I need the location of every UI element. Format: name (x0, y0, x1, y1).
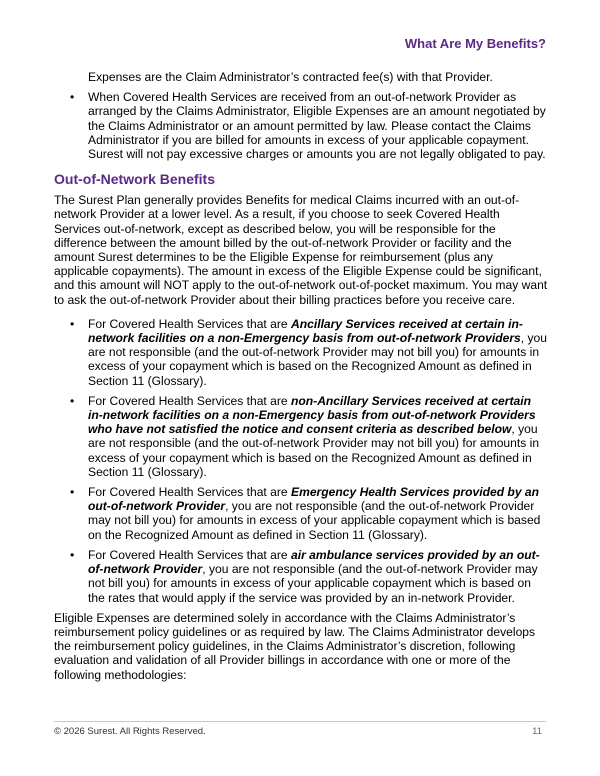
network-bullet (54, 394, 548, 479)
intro-continuation: Expenses are the Claim Administrator’s contracted fee(s) with that Provider. (88, 70, 493, 84)
section-heading: Out-of-Network Benefits (54, 171, 215, 188)
intro-bullet: • When Covered Health Services are received from an out-of-network Provider as arranged by the Claims Administrator, Eligible Expenses are an amount negotiated by the Claims Administrator or an amount permitted by law. Please contact the Claims Administrator if you are billed for amounts in excess of your applicable copayment. Surest will not pay excessive charges or amounts you are not legally obligated to pay. (54, 90, 548, 161)
document-body (54, 70, 548, 690)
copyright-text: © 2026 Surest. All Rights Reserved. (54, 726, 206, 737)
bullet-lead: For Covered Health Services that are (88, 393, 291, 408)
bullet-lead: For Covered Health Services that are (88, 547, 291, 562)
network-bullet-list (54, 317, 548, 605)
page-number: 11 (532, 726, 542, 737)
bullet-emphasis: Emergency Health Services provided by an out-of-network Provider (88, 485, 540, 514)
section-paragraph: The Surest Plan generally provides Benefits for medical Claims incurred with an out-of-network Provider at a lower level. As a result, if you choose to seek Covered Health Services out-of-network, except as described below, you will be responsible for the difference between the amount billed by the out-of-network Provider or facility and the amount Surest determines to be the Eligible Expense for reimbursement (plus any applicable copayments). The amount in excess of the Eligible Expense could be significant, and this amount will NOT apply to the out-of-network out-of-pocket maximum. You may want to ask the out-of-network Provider about their billing practices before you receive care. (54, 193, 548, 307)
bullet-rest: , you are not responsible (and the out-of-network Provider may not bill you) for amounts in excess of your applicable copayment which is based on the rates that would apply if the service was provided by an in-network Provider. (88, 562, 538, 605)
bullet-emphasis: air ambulance services provided by an out-of-network Provider (88, 547, 540, 577)
network-bullet (54, 485, 548, 542)
bullet-emphasis: non-Ancillary Services received at certain in-network facilities on a non-Emergency basis from out-of-network Providers who have not satisfied the notice and consent criteria as described below (88, 393, 536, 437)
bullet-rest: , you are not responsible (and the out-of-network Provider may not bill you) for amounts in excess of your applicable copayment which is based on the Recognized Amount as defined in Section 11 (Glossary). (88, 499, 541, 542)
bullet-lead: For Covered Health Services that are (88, 485, 291, 500)
bullet-rest: , you are not responsible (and the out-of-network Provider may not bill you) for amounts in excess of your copayment which is based on the Recognized Amount as defined in Section 11 (Glossary). (88, 422, 540, 479)
page-footer (54, 721, 546, 737)
closing-paragraph: Eligible Expenses are determined solely in accordance with the Claims Administrator’s reimbursement policy guidelines or as required by law. The Claims Administrator develops the reimbursement policy guidelines, in the Claims Administrator’s discretion, following evaluation and validation of all Provider billings in accordance with one or more of the following methodologies: (54, 610, 536, 682)
network-bullet (54, 548, 548, 605)
intro-bullet-list (54, 90, 548, 161)
bullet-rest: , you are not responsible (and the out-of-network Provider may not bill you) for amounts in excess of your copayment which is based on the Recognized Amount as defined in Section 11 (Glossary). (88, 331, 548, 388)
running-header: What Are My Benefits? (404, 36, 546, 51)
bullet-lead: For Covered Health Services that are (88, 316, 291, 331)
bullet-emphasis: Ancillary Services received at certain in-network facilities on a non-Emergency basis from out-of-network Providers (88, 316, 523, 346)
network-bullet (54, 317, 548, 388)
